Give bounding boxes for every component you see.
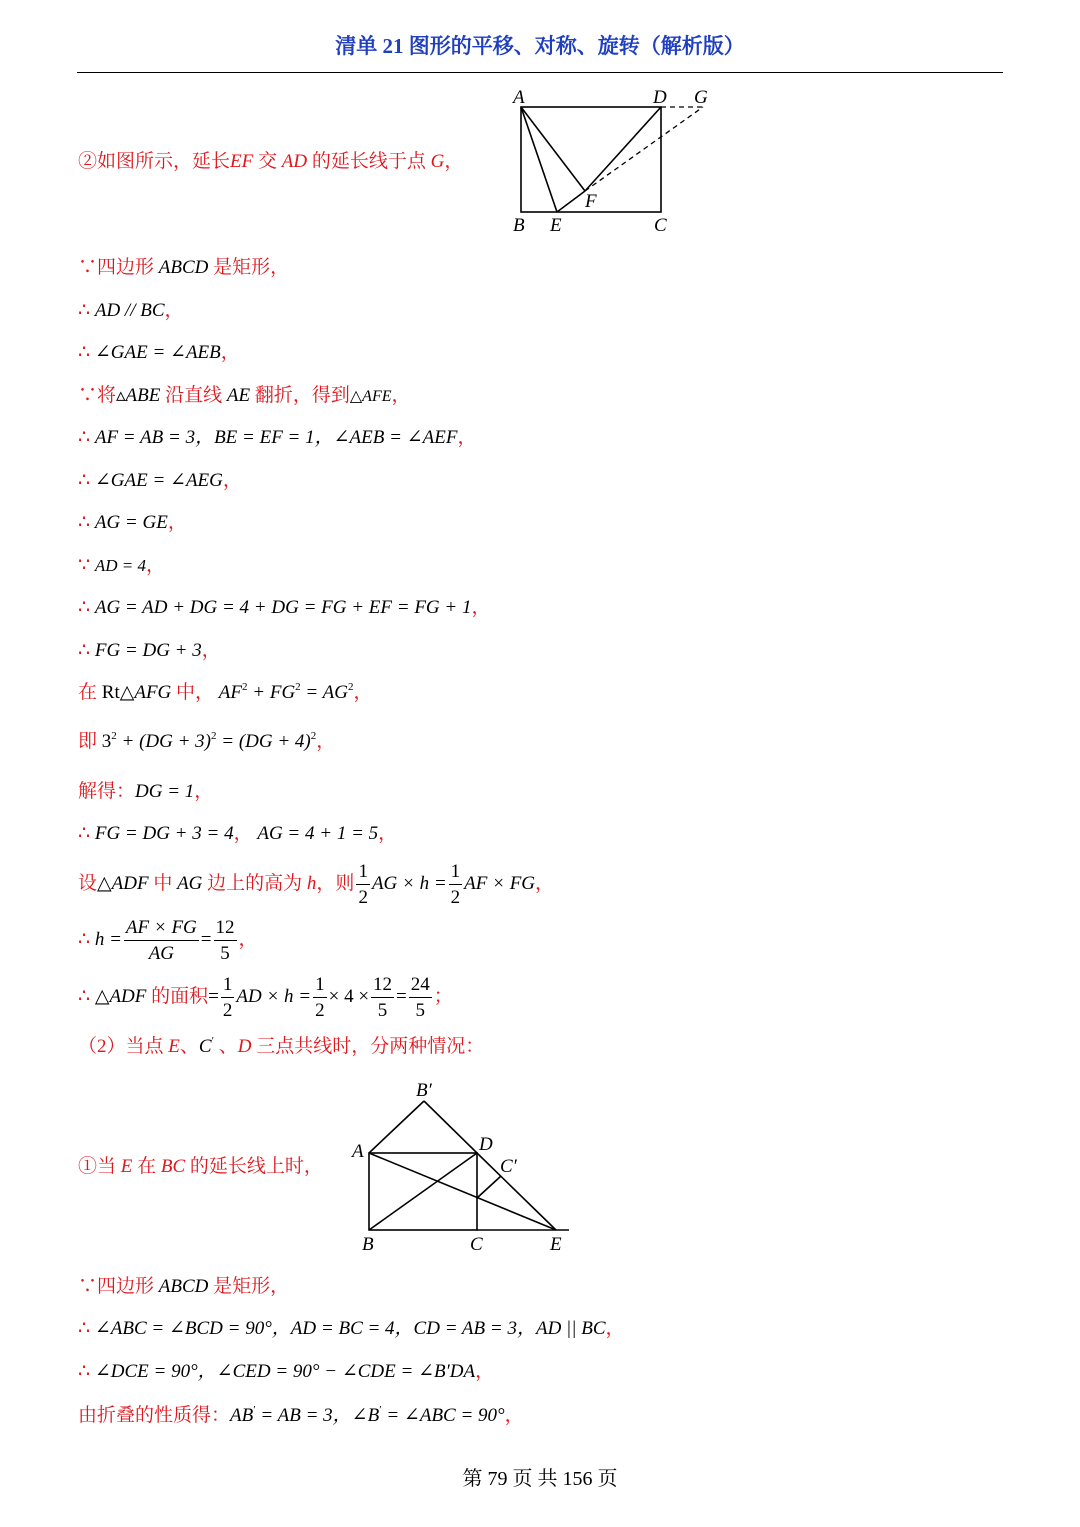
fraction-h: $\frac{AF \times FG}{AG}$ [125,917,197,965]
label-c: C [470,1234,483,1255]
fraction-24-5: $\frac{24}{5}$ [410,974,430,1022]
fraction-half: $\frac{1}{2}$ [315,974,325,1022]
solution-line-6: ∴ AF = AB = 3，BE = EF = 1，∠AEB = ∠AEF， [78,427,477,448]
fraction-half: $\frac{1}{2}$ [450,861,461,909]
solution-line-15: ∴ FG = DG + 3 = 4， AG = 4 + 1 = 5， [78,823,398,844]
solution-line-3: ∴ AD // BC， [78,300,184,321]
label-a: A [352,1141,364,1162]
solution-line-18: ∴ △ADF 的面积= $\frac{1}{2}$ AD × h = $\frac{1}{2}$ × 4 × $\frac{12}{5}$ = $\frac{24}{5}$ ； [78,974,453,1022]
label-e: E [550,1234,562,1255]
solution-line-22: ∴ ∠ABC = ∠BCD = 90°，AD = BC = 4，CD = AB = 3，AD || BC， [78,1318,625,1339]
segment-ae [369,1153,556,1230]
label-g: G [694,87,708,108]
label-a: A [513,87,525,108]
fraction-half: $\frac{1}{2}$ [358,861,368,909]
solution-line-21: ∵四边形 ABCD 是矩形， [78,1276,290,1297]
label-b: B [362,1234,374,1255]
segment-ab-prime [369,1101,424,1153]
fraction-12-5: $\frac{12}{5}$ [373,974,393,1022]
solution-line-2: ∵四边形 ABCD 是矩形， [78,257,290,278]
page-header: 清单 21 图形的平移、对称、旋转（解析版） [335,34,745,58]
header-rule [77,72,1003,73]
solution-line-23: ∴ ∠DCE = 90°，∠CED = 90° − ∠CDE = ∠B′DA， [78,1361,495,1382]
segment-fd [585,107,661,191]
figure-1 [505,82,735,242]
label-e: E [550,215,562,236]
solution-line-9: ∵ AD = 4， [78,555,165,576]
label-b-prime: B′ [416,1080,432,1101]
segment-ef [557,191,585,212]
solution-line-1: ②如图所示，延长EF 交 AD 的延长线于点 G， [78,151,464,172]
label-d: D [653,87,667,108]
label-f: F [585,191,597,212]
segment-ae [521,107,557,212]
figure-2 [345,1075,580,1260]
label-c: C [654,215,667,236]
segment-fg-dashed [585,107,703,191]
solution-line-8: ∴ AG = GE， [78,512,187,533]
segment-af [521,107,585,191]
solution-line-19: （2）当点 E、C′ 、D 三点共线时，分两种情况： [78,1035,485,1057]
solution-line-24: 由折叠的性质得：AB′ = AB = 3，∠B′ = ∠ABC = 90°， [78,1404,524,1426]
solution-line-20: ①当 E 在 BC 的延长线上时， [78,1156,323,1177]
page-footer: 第 79 页 共 156 页 [462,1468,618,1490]
solution-line-5: ∵将▵ABE 沿直线 AE 翻折，得到△AFE， [78,385,411,406]
solution-line-12: 在 Rt△AFG 中， $AF^2 + FG^2 = AG^2$， [78,681,373,703]
solution-line-16: 设△ADF 中 AG 边上的高为 h，则 $\frac{1}{2}$ AG × h = $\frac{1}{2}$ AF × FG， [78,861,555,909]
segment-b-prime-d [424,1101,477,1153]
label-b: B [513,215,525,236]
solution-line-4: ∴ ∠GAE = ∠AEB， [78,342,240,363]
solution-line-7: ∴ ∠GAE = ∠AEG， [78,470,242,491]
solution-line-13: 即 $3^2 + (DG + 3)^2 = (DG + 4)^2$， [78,730,336,752]
label-d: D [479,1134,493,1155]
fraction-12-5: $\frac{12}{5}$ [215,917,235,965]
fraction-half: $\frac{1}{2}$ [222,974,233,1022]
segment-c-prime [477,1176,501,1198]
solution-line-10: ∴ AG = AD + DG = 4 + DG = FG + EF = FG + 1， [78,597,491,618]
solution-line-11: ∴ FG = DG + 3， [78,640,221,661]
solution-line-14: 解得：DG = 1， [78,781,214,802]
label-c-prime: C′ [500,1156,517,1177]
solution-line-17: ∴ h = $\frac{AF \times FG}{AG}$ = $\frac{12}{5}$ ， [78,917,258,965]
